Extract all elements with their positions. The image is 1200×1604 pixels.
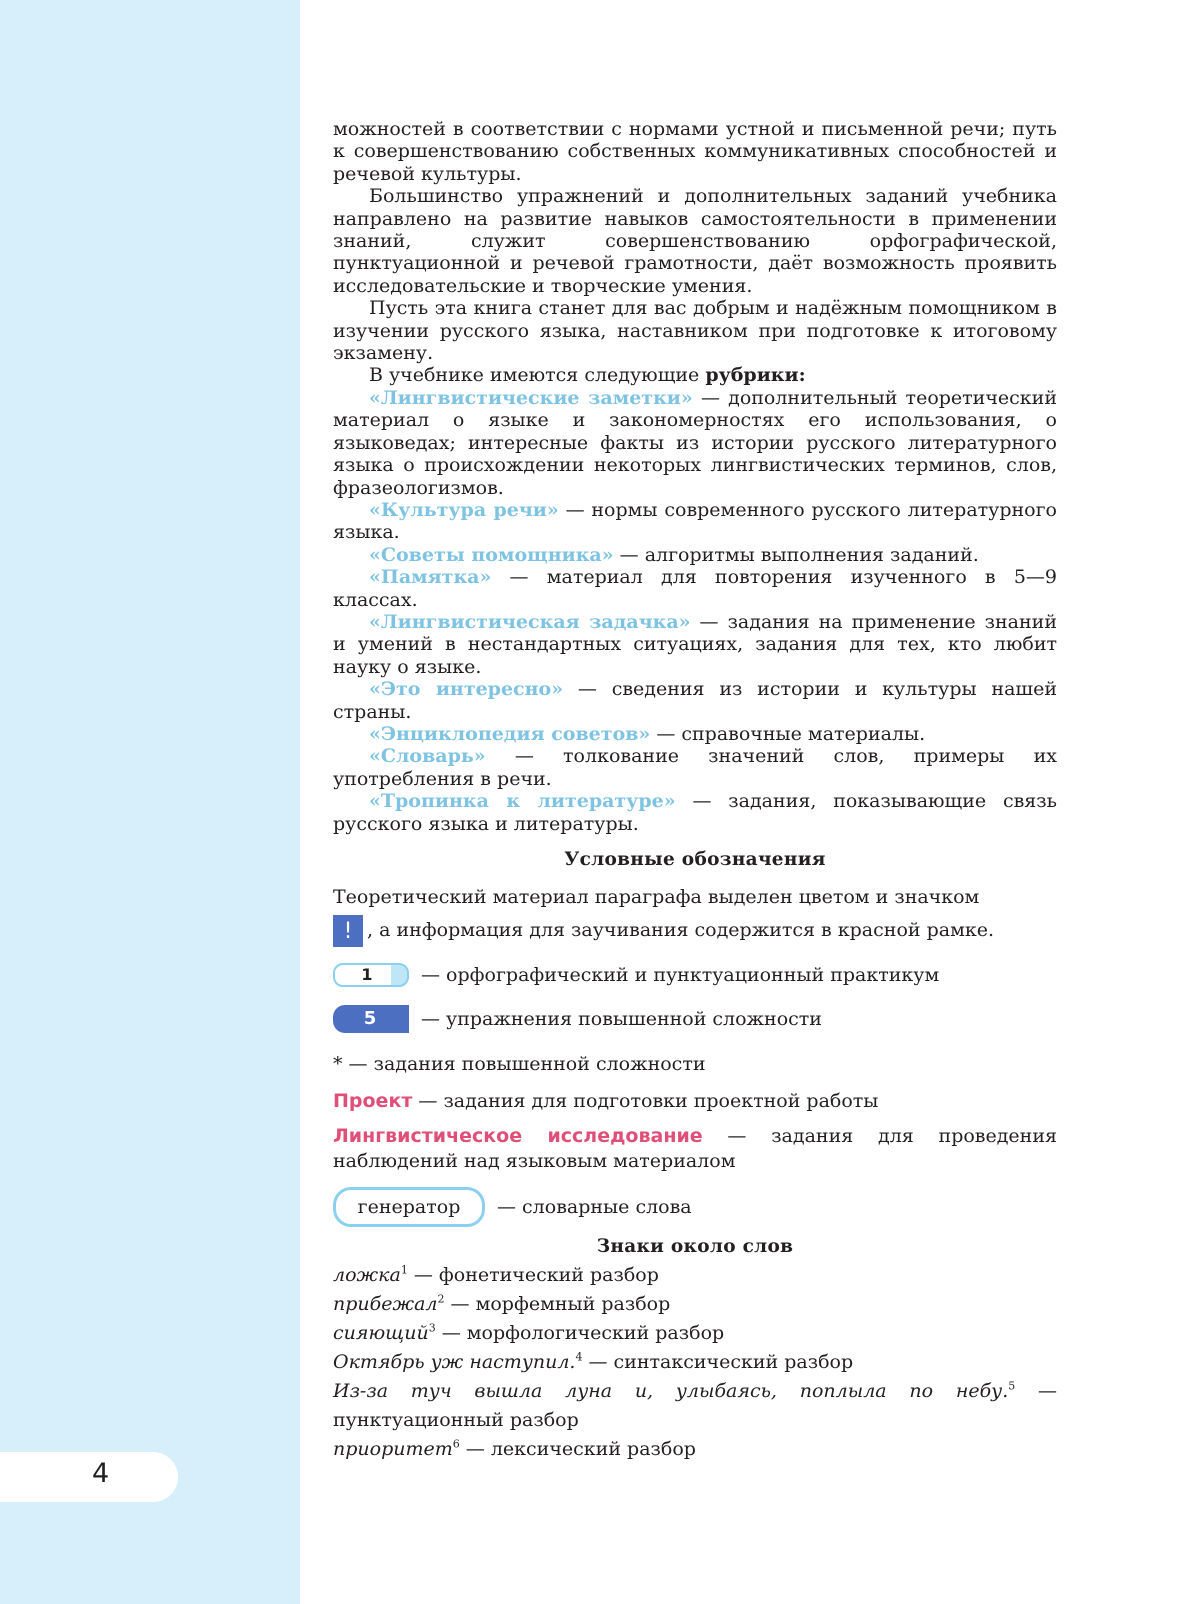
research-label: Лингвистическое исследование bbox=[333, 1125, 703, 1148]
rubric-item: «Советы помощника» — алгоритмы выполнения заданий. bbox=[369, 543, 979, 566]
rubric-name: «Это интересно» bbox=[369, 678, 564, 701]
page-number: 4 bbox=[92, 1458, 110, 1489]
exercise-badge-outline: 1 bbox=[333, 963, 409, 987]
exclamation-icon: ! bbox=[333, 915, 363, 947]
sign-item: Октябрь уж наступил.$^4$ — синтаксический разбор bbox=[333, 1350, 854, 1373]
rubric-name: «Словарь» bbox=[369, 745, 486, 768]
rubric-name: «Тропинка к литературе» bbox=[369, 790, 676, 813]
sign-item: прибежал$^2$ — морфемный разбор bbox=[333, 1292, 671, 1315]
sign-item: сияющий$^3$ — морфологический разбор bbox=[333, 1321, 725, 1344]
legend-advanced: 5 — упражнения повышенной сложности bbox=[333, 999, 1057, 1039]
intro-paragraph-3: Пусть эта книга станет для вас добрым и надёжным помощником в изучении русского языка, наставником при подготовке к итоговому экзамену. bbox=[333, 297, 1057, 365]
rubric-name: «Памятка» bbox=[369, 566, 492, 589]
signs-title: Знаки около слов bbox=[596, 1236, 794, 1258]
intro-paragraph-1: можностей в соответствии с нормами устной и письменной речи; путь к совершенствованию собственных коммуникативных способностей и речевой культуры. bbox=[333, 118, 1057, 185]
legend-practicum: 1 — орфографический и пунктуационный практикум bbox=[333, 955, 1057, 995]
signs-list bbox=[333, 1261, 1057, 1464]
left-margin-band bbox=[0, 0, 300, 1604]
exercise-badge-filled: 5 bbox=[333, 1005, 409, 1033]
sign-item: ложка$^1$ — фонетический разбор bbox=[333, 1263, 659, 1286]
rubric-item: «Это интересно» — сведения из истории и культуры нашей страны. bbox=[333, 678, 1057, 723]
page-number-tab bbox=[0, 1452, 178, 1502]
legend-title: Условные обозначения bbox=[564, 849, 826, 870]
page-content bbox=[333, 118, 1057, 1464]
rubric-name: «Энциклопедия советов» bbox=[369, 722, 651, 745]
legend-project: Проект — задания для подготовки проектной работы bbox=[333, 1089, 879, 1112]
legend bbox=[333, 881, 1057, 1232]
rubric-item: «Лингвистические заметки» — дополнительный теоретический материал о языке и закономерностях его использования, о языковедах; интересные факты из истории русского литературного языка о происхождении некоторых лингвистических терминов, слов, фразеологизмов. bbox=[333, 386, 1057, 499]
sign-item: приоритет$^6$ — лексический разбор bbox=[333, 1437, 696, 1460]
vocabulary-word-box: генератор bbox=[333, 1187, 485, 1227]
rubric-item: «Памятка» — материал для повторения изученного в 5—9 классах. bbox=[333, 566, 1057, 611]
legend-theory: Теоретический материал параграфа выделен цветом и значком ! , а информация для заучивания содержится в красной рамке. bbox=[333, 881, 1057, 947]
rubric-item: «Культура речи» — нормы современного русского литературного языка. bbox=[333, 498, 1057, 544]
rubric-name: «Лингвистическая задачка» bbox=[369, 610, 691, 633]
legend-vocabulary: генератор — словарные слова bbox=[333, 1182, 1057, 1232]
rubric-name: «Лингвистические заметки» bbox=[369, 386, 693, 409]
rubric-name: «Советы помощника» bbox=[369, 543, 614, 566]
rubric-name: «Культура речи» bbox=[369, 498, 559, 521]
rubrics-intro: В учебнике имеются следующие рубрики: bbox=[369, 364, 806, 387]
legend-star: * — задания повышенной сложности bbox=[333, 1053, 706, 1076]
rubric-item: «Лингвистическая задачка» — задания на применение знаний и умений в нестандартных ситуациях, задания для тех, кто любит науку о языке. bbox=[333, 610, 1057, 678]
project-label: Проект bbox=[333, 1089, 413, 1112]
rubric-item: «Энциклопедия советов» — справочные материалы. bbox=[369, 722, 926, 745]
intro-paragraph-2: Большинство упражнений и дополнительных заданий учебника направлено на развитие навыков самостоятельности в применении знаний, служит совершенствованию орфографической, пунктуационной и речевой грамотности, даёт возможность проявить исследовательские и творческие умения. bbox=[333, 185, 1057, 297]
sign-item: Из-за туч вышла луна и, улыбаясь, поплыла по небу.$^5$ — пунктуационный разбор bbox=[333, 1379, 1057, 1431]
rubric-item: «Тропинка к литературе» — задания, показывающие связь русского языка и литературы. bbox=[333, 790, 1058, 835]
rubric-item: «Словарь» — толкование значений слов, примеры их употребления в речи. bbox=[333, 745, 1057, 790]
rubrics-keyword: рубрики bbox=[705, 364, 799, 387]
legend-research: Лингвистическое исследование — задания для проведения наблюдений над языковым материалом bbox=[333, 1125, 1057, 1173]
